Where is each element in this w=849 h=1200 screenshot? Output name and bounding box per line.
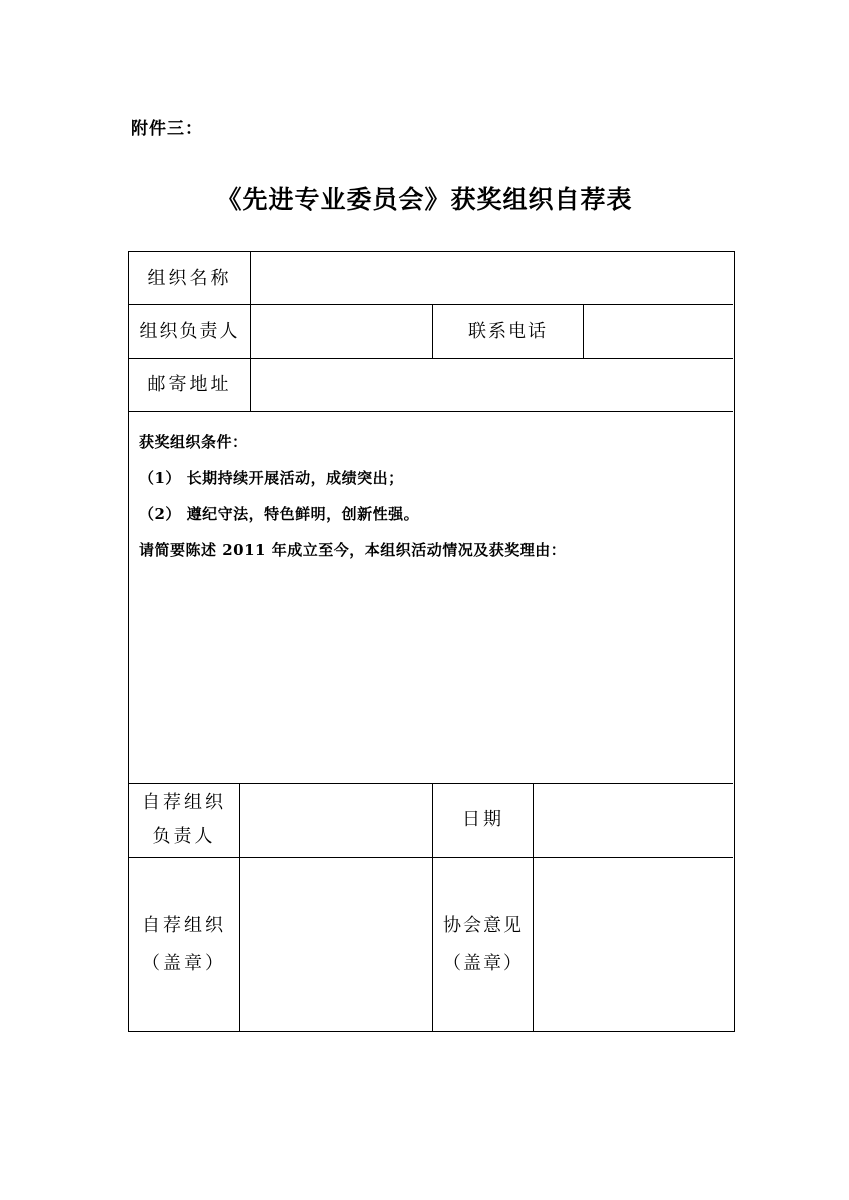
- condition-item-1: （1） 长期持续开展活动，成绩突出；: [139, 469, 404, 487]
- condition-item-2: （2） 遵纪守法，特色鲜明，创新性强。: [139, 505, 420, 523]
- conditions-heading: 获奖组织条件：: [139, 433, 248, 451]
- phone-field[interactable]: [584, 305, 733, 358]
- address-label: 邮寄地址: [147, 373, 232, 395]
- self-seal-label-line1: 自荐组织: [142, 914, 226, 936]
- conditions-text: [139, 424, 723, 568]
- date-label: 日期: [462, 809, 504, 830]
- phone-label: 联系电话: [468, 320, 548, 342]
- self-seal-label: [129, 858, 239, 1031]
- statement-area[interactable]: [129, 412, 733, 783]
- address-field[interactable]: [251, 358, 733, 411]
- org-name-label: 组织名称: [147, 267, 232, 289]
- self-seal-label-line2: （盖章）: [142, 952, 226, 974]
- statement-prompt: 请简要陈述 2011 年成立至今，本组织活动情况及获奖理由：: [139, 541, 567, 559]
- date-field[interactable]: [534, 784, 733, 857]
- self-leader-label-line1: 自荐组织: [142, 792, 226, 813]
- leader-field[interactable]: [251, 305, 432, 358]
- page-title: 《先进专业委员会》获奖组织自荐表: [216, 185, 633, 214]
- assoc-opinion-label: [433, 858, 533, 1031]
- assoc-opinion-label-line1: 协会意见: [443, 914, 523, 936]
- org-name-field[interactable]: [251, 252, 733, 305]
- leader-label: 组织负责人: [139, 320, 240, 342]
- self-leader-label-line2: 负责人: [152, 826, 216, 847]
- assoc-opinion-field[interactable]: [534, 858, 733, 1031]
- self-leader-field[interactable]: [240, 784, 432, 857]
- assoc-opinion-label-line2: （盖章）: [443, 952, 523, 974]
- self-leader-label: [129, 783, 239, 857]
- attachment-label: 附件三：: [131, 119, 203, 139]
- self-recommendation-form: [128, 251, 735, 1032]
- self-seal-field[interactable]: [240, 858, 432, 1031]
